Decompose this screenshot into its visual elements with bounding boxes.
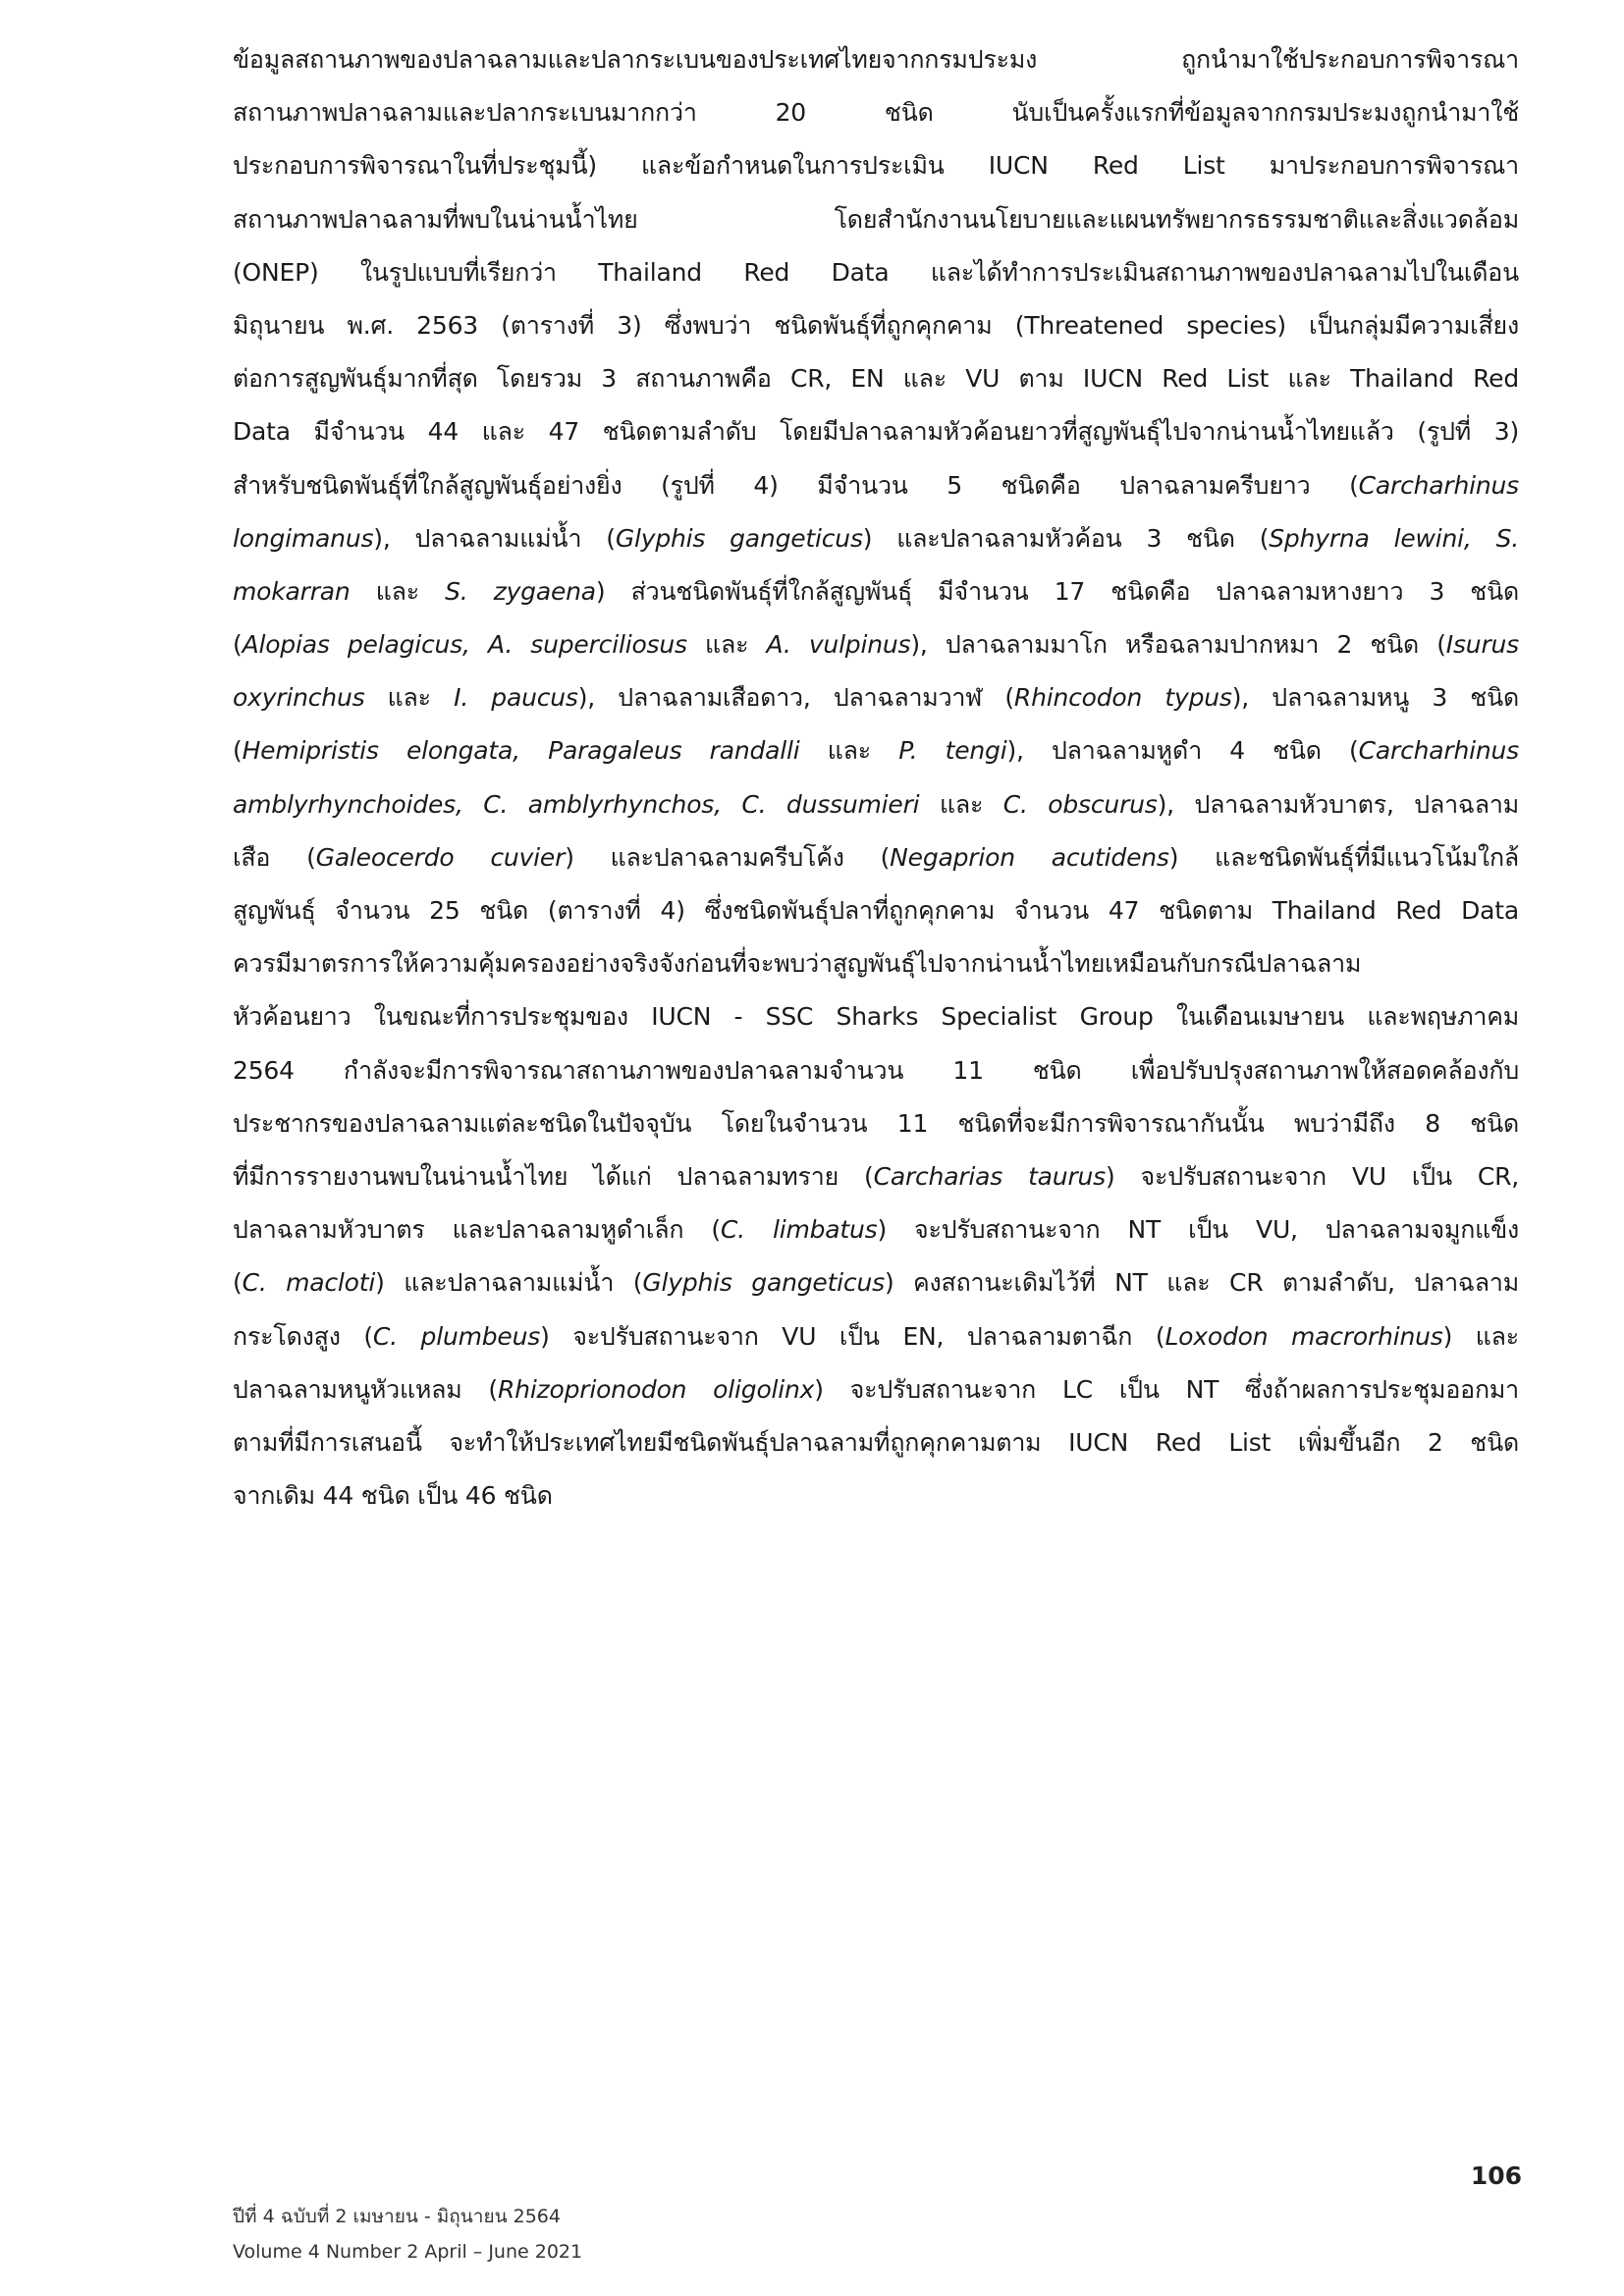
scientific-name: Carcharias taurus — [873, 1161, 1106, 1191]
text-segment: และ — [919, 789, 1003, 819]
paragraph-line — [233, 193, 1519, 246]
paragraph-line — [233, 459, 1519, 512]
scientific-name: mokarran — [233, 576, 351, 606]
paragraph-line — [233, 618, 1519, 671]
text-segment: สถานภาพปลาฉลามที่พบในน่านน้ำไทย โดยสำนักงานนโยบายและแผนทรัพยากรธรรมชาติและสิ่งแวดล้อม — [233, 204, 1519, 234]
paragraph-line — [233, 1256, 1519, 1309]
paragraph-line — [233, 139, 1519, 192]
paragraph-line — [233, 405, 1519, 458]
footer-issue-thai: ปีที่ 4 ฉบับที่ 2 เมษายน - มิถุนายน 2564 — [233, 2206, 561, 2227]
paragraph-line — [233, 1044, 1519, 1097]
text-segment: เสือ ( — [233, 842, 316, 872]
text-segment: ) จะปรับสถานะจาก VU เป็น EN, ปลาฉลามตาฉีก ( — [540, 1321, 1165, 1351]
paragraph-line — [233, 671, 1519, 724]
text-segment: ปลาฉลามหัวบาตร และปลาฉลามหูดำเล็ก ( — [233, 1215, 721, 1245]
text-segment: 2564 กำลังจะมีการพิจารณาสถานภาพของปลาฉลามจำนวน 11 ชนิด เพื่อปรับปรุงสถานภาพให้สอดคล้องกับ — [233, 1055, 1519, 1085]
scientific-name: Galeocerdo cuvier — [315, 842, 566, 872]
text-segment: ที่มีการรายงานพบในน่านน้ำไทย ได้แก่ ปลาฉลามทราย ( — [233, 1161, 874, 1191]
text-segment: หัวค้อนยาว ในขณะที่การประชุมของ IUCN - SSC Sharks Specialist Group ในเดือนเมษายน และพฤษภาคม — [233, 1002, 1519, 1032]
paragraph-line — [233, 246, 1519, 299]
paragraph-line — [233, 1203, 1519, 1256]
scientific-name: Negaprion acutidens — [890, 842, 1169, 872]
scientific-name: Rhizoprionodon oligolinx — [498, 1374, 815, 1404]
scientific-name: Glyphis gangeticus — [615, 523, 863, 553]
text-segment: ) จะปรับสถานะจาก LC เป็น NT ซึ่งถ้าผลการประชุมออกมา — [814, 1374, 1519, 1404]
paragraph-line — [233, 884, 1519, 937]
text-segment: ตามที่มีการเสนอนี้ จะทำให้ประเทศไทยมีชนิดพันธุ์ปลาฉลามที่ถูกคุกคามตาม IUCN Red List เพิ่มขึ้นอีก 2 ชนิด — [233, 1427, 1519, 1457]
footer-issue-english: Volume 4 Number 2 April – June 2021 — [233, 2241, 583, 2263]
text-segment: ) จะปรับสถานะจาก NT เป็น VU, ปลาฉลามจมูกแข็ง — [877, 1215, 1519, 1245]
paragraph-line — [233, 565, 1519, 618]
text-segment: ( — [233, 1268, 243, 1298]
text-segment: ) จะปรับสถานะจาก VU เป็น CR, — [1106, 1161, 1519, 1191]
scientific-name: Glyphis gangeticus — [642, 1268, 885, 1298]
text-segment: กระโดงสูง ( — [233, 1321, 373, 1351]
paragraph-line — [233, 990, 1519, 1043]
text-segment: และ — [350, 576, 446, 606]
scientific-name: I. paucus — [454, 683, 578, 713]
text-segment: จากเดิม 44 ชนิด เป็น 46 ชนิด — [233, 1481, 553, 1511]
text-segment: ), ปลาฉลามแม่น้ำ ( — [373, 523, 616, 553]
text-segment: ( — [233, 736, 243, 766]
paragraph-line — [233, 1150, 1519, 1203]
scientific-name: P. tengi — [898, 736, 1007, 766]
scientific-name: A. vulpinus — [766, 630, 911, 660]
text-segment: และ — [364, 683, 455, 713]
paragraph-line — [233, 831, 1519, 884]
text-segment: ) และปลาฉลามครีบโค้ง ( — [565, 842, 891, 872]
text-segment: (ONEP) ในรูปแบบที่เรียกว่า Thailand Red Data และได้ทำการประเมินสถานภาพของปลาฉลามไปในเดือน — [233, 257, 1519, 287]
text-segment: ), ปลาฉลามหูดำ 4 ชนิด ( — [1006, 736, 1359, 766]
text-segment: ประชากรของปลาฉลามแต่ละชนิดในปัจจุบัน โดยในจำนวน 11 ชนิดที่จะมีการพิจารณากันนั้น พบว่ามีถึง 8 ชนิด — [233, 1108, 1519, 1138]
scientific-name: Carcharhinus — [1358, 470, 1519, 500]
paragraph-line — [233, 724, 1519, 777]
scientific-name: longimanus — [233, 523, 374, 553]
text-segment: ควรมีมาตรการให้ความคุ้มครองอย่างจริงจังก่อนที่จะพบว่าสูญพันธุ์ไปจากน่านน้ำไทยเหมือนกับกรณีปลาฉลาม — [233, 949, 1362, 979]
text-segment: มิถุนายน พ.ศ. 2563 (ตารางที่ 3) ซึ่งพบว่า ชนิดพันธุ์ที่ถูกคุกคาม (Threatened species) เป็นกลุ่มมีความเสี่ยง — [233, 310, 1519, 340]
text-segment: สถานภาพปลาฉลามและปลากระเบนมากกว่า 20 ชนิด นับเป็นครั้งแรกที่ข้อมูลจากกรมประมงถูกนำมาใช้ — [233, 98, 1519, 128]
text-segment: ) และปลาฉลามแม่น้ำ ( — [375, 1268, 643, 1298]
scientific-name: Sphyrna lewini, S. — [1269, 523, 1519, 553]
text-segment: ปลาฉลามหนูหัวแหลม ( — [233, 1374, 498, 1404]
text-segment: ) และ — [1442, 1321, 1520, 1351]
text-segment: ), ปลาฉลามหนู 3 ชนิด — [1231, 683, 1519, 713]
paragraph-line — [233, 1310, 1519, 1363]
article-body — [233, 33, 1519, 1522]
text-segment: ), ปลาฉลามหัวบาตร, ปลาฉลาม — [1157, 789, 1519, 819]
scientific-name: C. limbatus — [720, 1215, 878, 1245]
paragraph-line — [233, 299, 1519, 352]
text-segment: สำหรับชนิดพันธุ์ที่ใกล้สูญพันธุ์อย่างยิ่ง (รูปที่ 4) มีจำนวน 5 ชนิดคือ ปลาฉลามครีบยาว ( — [233, 470, 1359, 500]
scientific-name: C. plumbeus — [372, 1321, 541, 1351]
paragraph-line — [233, 1363, 1519, 1416]
paragraph-line — [233, 1097, 1519, 1150]
scientific-name: amblyrhynchoides, C. amblyrhynchos, C. dussumieri — [233, 789, 920, 819]
paragraph-line — [233, 352, 1519, 405]
scientific-name: C. obscurus — [1002, 789, 1158, 819]
scientific-name: oxyrinchus — [233, 683, 365, 713]
scientific-name: C. macloti — [242, 1268, 376, 1298]
text-segment: ( — [233, 630, 243, 660]
text-segment: และ — [799, 736, 899, 766]
text-segment: และ — [686, 630, 767, 660]
text-segment: ), ปลาฉลามมาโก หรือฉลามปากหมา 2 ชนิด ( — [910, 630, 1446, 660]
scientific-name: Carcharhinus — [1358, 736, 1519, 766]
journal-footer — [233, 2199, 582, 2269]
paragraph-line — [233, 86, 1519, 139]
scientific-name: S. zygaena — [445, 576, 596, 606]
text-segment: สูญพันธุ์ จำนวน 25 ชนิด (ตารางที่ 4) ซึ่งชนิดพันธุ์ปลาที่ถูกคุกคาม จำนวน 47 ชนิดตาม Thailand Red Data — [233, 896, 1519, 925]
paragraph-line — [233, 512, 1519, 565]
text-segment: Data มีจำนวน 44 และ 47 ชนิดตามลำดับ โดยมีปลาฉลามหัวค้อนยาวที่สูญพันธุ์ไปจากน่านน้ำไทยแล้ว (รูปที่ 3) — [233, 417, 1519, 447]
scientific-name: Rhincodon typus — [1013, 683, 1232, 713]
scientific-name: Isurus — [1445, 630, 1519, 660]
text-segment: ) และปลาฉลามหัวค้อน 3 ชนิด ( — [862, 523, 1270, 553]
page-number: 106 — [1470, 2162, 1522, 2190]
text-segment: ) ส่วนชนิดพันธุ์ที่ใกล้สูญพันธุ์ มีจำนวน 17 ชนิดคือ ปลาฉลามหางยาว 3 ชนิด — [595, 576, 1520, 606]
text-segment: ), ปลาฉลามเสือดาว, ปลาฉลามวาฬ ( — [577, 683, 1014, 713]
paragraph-line — [233, 778, 1519, 831]
text-segment: ต่อการสูญพันธุ์มากที่สุด โดยรวม 3 สถานภาพคือ CR, EN และ VU ตาม IUCN Red List และ Thailand Red — [233, 364, 1519, 394]
paragraph-line — [233, 1416, 1519, 1469]
paragraph-line — [233, 937, 1519, 990]
paragraph-line — [233, 1469, 1519, 1522]
scientific-name: Loxodon macrorhinus — [1164, 1321, 1443, 1351]
scientific-name: Hemipristis elongata, Paragaleus randalli — [242, 736, 800, 766]
text-segment: ข้อมูลสถานภาพของปลาฉลามและปลากระเบนของประเทศไทยจากกรมประมง ถูกนำมาใช้ประกอบการพิจารณา — [233, 45, 1519, 74]
text-segment: ประกอบการพิจารณาในที่ประชุมนี้) และข้อกำหนดในการประเมิน IUCN Red List มาประกอบการพิจารณา — [233, 151, 1519, 181]
scientific-name: Alopias pelagicus, A. superciliosus — [242, 630, 687, 660]
text-segment: ) และชนิดพันธุ์ที่มีแนวโน้มใกล้ — [1168, 842, 1519, 872]
paragraph-line — [233, 33, 1519, 86]
text-segment: ) คงสถานะเดิมไว้ที่ NT และ CR ตามลำดับ, ปลาฉลาม — [884, 1268, 1519, 1298]
